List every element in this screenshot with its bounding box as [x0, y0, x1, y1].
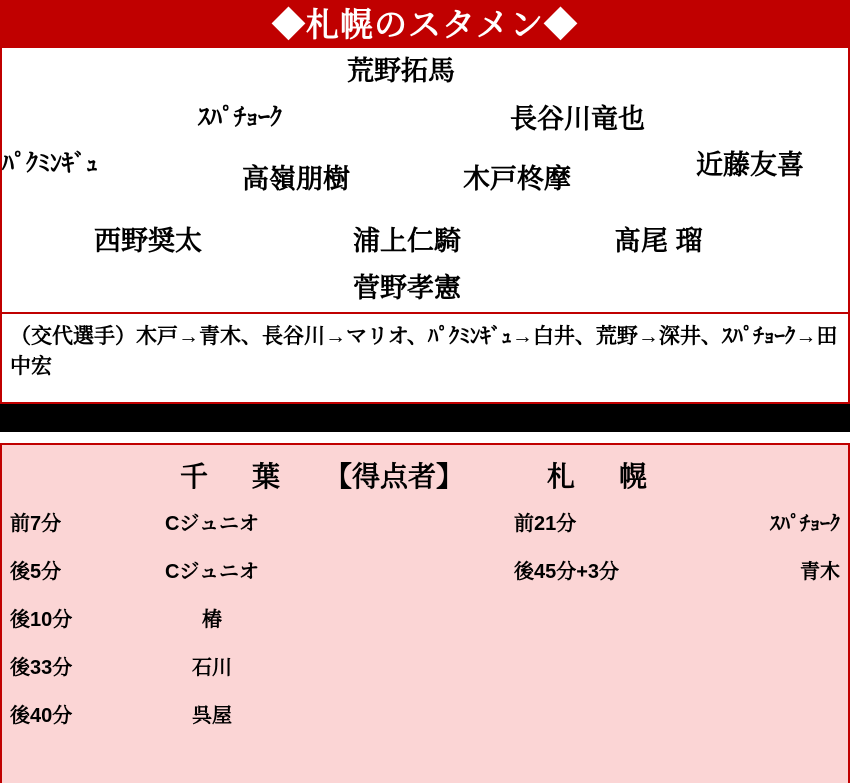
substitutions-panel [0, 314, 850, 404]
scorer-time-left: 後5分 [10, 561, 62, 583]
card-title-bar [0, 0, 850, 48]
scorer-name-left: Cジュニオ [164, 513, 260, 535]
away-team-label: 札 幌 [547, 461, 656, 492]
player-name: 荒野拓馬 [347, 56, 455, 86]
scorers-label: 【得点者】 [324, 461, 465, 492]
scorers-list [2, 507, 848, 747]
page-title: ◆札幌のスタメン◆ [272, 5, 578, 43]
scorer-time-left: 後33分 [10, 657, 73, 679]
player-name: 髙尾 瑠 [614, 226, 703, 256]
player-name: 浦上仁騎 [353, 226, 461, 256]
scorer-name-left: 呉屋 [192, 705, 232, 727]
player-name: 近藤友喜 [696, 150, 804, 180]
scorer-name-left: 石川 [192, 657, 232, 679]
scorer-row [2, 651, 848, 699]
scorer-time-right: 後45分+3分 [514, 561, 620, 583]
player-name: 菅野孝憲 [353, 273, 461, 303]
section-divider [0, 404, 850, 432]
player-name: 長谷川竜也 [510, 104, 645, 134]
substitutions-text: （交代選手）木戸→青木、長谷川→マリオ、ﾊﾟｸﾐﾝｷﾞｭ→白井、荒野→深井、ｽﾊﾟﾁｮｰｸ→田中宏 [10, 325, 838, 379]
home-team-label: 千 葉 [180, 461, 289, 492]
formation-pitch [2, 48, 848, 312]
scorers-header [2, 445, 848, 507]
scorer-name-right: ｽﾊﾟﾁｮｰｸ [770, 513, 840, 535]
scorer-row [2, 603, 848, 651]
scorer-row [2, 507, 848, 555]
player-name: 西野奨太 [94, 226, 202, 256]
player-name: 木戸柊摩 [463, 164, 571, 194]
scorer-row [2, 555, 848, 603]
formation-panel [0, 48, 850, 314]
scorers-panel [0, 443, 850, 783]
scorer-time-right: 前21分 [514, 513, 577, 535]
scorer-time-left: 後40分 [10, 705, 73, 727]
player-name: ｽﾊﾟﾁｮｰｸ [198, 104, 282, 131]
scorer-name-left: 椿 [202, 609, 222, 631]
scorer-time-left: 後10分 [10, 609, 73, 631]
scorer-time-left: 前7分 [10, 513, 62, 535]
scorer-row [2, 699, 848, 747]
scorer-name-right: 青木 [800, 561, 840, 583]
scorer-name-left: Cジュニオ [164, 561, 260, 583]
player-name: 高嶺朋樹 [242, 164, 350, 194]
player-name: ﾊﾟｸﾐﾝｷﾞｭ [2, 150, 98, 177]
